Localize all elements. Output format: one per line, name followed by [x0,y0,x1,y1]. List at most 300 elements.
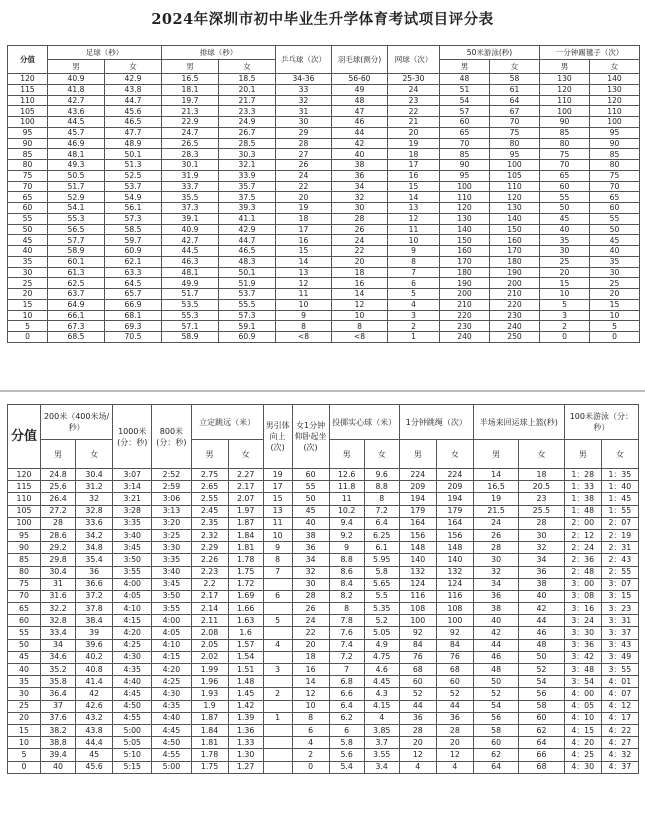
value-cell: 4:25 [113,639,152,651]
value-cell: 15 [263,493,292,505]
value-cell: 44 [519,615,564,627]
score-cell: 105 [8,106,48,117]
value-cell: 2.26 [191,554,228,566]
value-cell: 15 [590,299,640,310]
gender-subheader: 女 [228,440,263,469]
value-cell: 33.9 [219,170,276,181]
value-cell: 160 [440,246,490,257]
value-cell: 100 [440,181,490,192]
value-cell: 5:00 [152,761,191,773]
value-cell: 1.78 [228,554,263,566]
value-cell: 200 [440,289,490,300]
value-cell: 84 [399,639,436,651]
value-cell: 50 [519,651,564,663]
value-cell: 22.9 [162,117,219,128]
value-cell: 25.5 [519,505,564,517]
value-cell: 148 [399,542,436,554]
score-cell: 100 [8,517,41,529]
value-cell: 1.39 [228,712,263,724]
value-cell: 45 [292,505,329,517]
score-column-header: 分值 [8,405,41,469]
value-cell: 4 [292,737,329,749]
value-cell: 40.2 [76,651,113,663]
value-cell: 100 [490,160,540,171]
value-cell: 9.6 [364,469,399,481]
value-cell: 32 [76,493,113,505]
value-cell: 64 [490,95,540,106]
value-cell: 10 [388,235,440,246]
value-cell: 33 [276,84,332,95]
value-cell: 1.84 [228,529,263,541]
value-cell: 0 [292,761,329,773]
table-row [8,469,639,481]
value-cell: 150 [490,224,540,235]
table-row [8,192,640,203]
value-cell: 44 [436,700,473,712]
score-cell: 10 [8,310,48,321]
value-cell: 35.7 [219,181,276,192]
value-cell: 4:10 [152,639,191,651]
value-cell: 4:20 [152,664,191,676]
value-cell: 39.6 [76,639,113,651]
value-cell: 1.57 [228,639,263,651]
value-cell: 180 [490,256,540,267]
value-cell: 4：05 [564,700,601,712]
value-cell: 22 [388,106,440,117]
value-cell: 180 [440,267,490,278]
value-cell: 2.65 [191,481,228,493]
value-cell: 12 [276,278,332,289]
value-cell: 3：36 [564,639,601,651]
value-cell: 68 [436,664,473,676]
value-cell: 28.6 [40,529,75,541]
value-cell [263,749,292,761]
value-cell: 8.4 [329,578,364,590]
value-cell: 62 [473,749,518,761]
value-cell: 65.7 [105,289,162,300]
score-cell: 25 [8,278,48,289]
value-cell: 42.9 [105,74,162,85]
value-cell: 35 [590,256,640,267]
score-cell: 35 [8,676,41,688]
value-cell: 18.1 [162,84,219,95]
value-cell: 58.9 [162,332,219,343]
score-cell: 95 [8,529,41,541]
value-cell: 57.3 [105,213,162,224]
value-cell: 105 [490,170,540,181]
column-group-header: 乒乓球（次） [276,46,332,74]
value-cell: 35.4 [76,554,113,566]
value-cell: 35.2 [40,664,75,676]
value-cell: 24 [332,235,388,246]
value-cell: 1.84 [191,724,228,736]
value-cell: 18 [519,469,564,481]
value-cell: 34.8 [76,542,113,554]
value-cell: 19 [388,138,440,149]
value-cell: 3:50 [113,554,152,566]
value-cell: 1.87 [191,712,228,724]
value-cell: 1.54 [228,651,263,663]
gender-subheader: 男 [162,60,219,74]
value-cell: 42 [76,688,113,700]
value-cell: 18 [276,213,332,224]
value-cell: 1：40 [601,481,638,493]
value-cell: 76 [436,651,473,663]
value-cell: 2.29 [191,542,228,554]
table-row [8,74,640,85]
gender-subheader: 女 [590,60,640,74]
value-cell: 250 [490,332,540,343]
value-cell: 44.7 [219,235,276,246]
value-cell: 16.5 [162,74,219,85]
value-cell: 31.6 [40,590,75,602]
value-cell: 50 [590,224,640,235]
table-row [8,554,639,566]
value-cell: 17 [388,160,440,171]
value-cell: 10 [276,299,332,310]
table-row [8,676,639,688]
value-cell: 23.3 [219,106,276,117]
table-row [8,664,639,676]
gender-subheader: 女 [219,60,276,74]
value-cell: 110 [590,106,640,117]
table-row [8,160,640,171]
value-cell: 3:35 [113,517,152,529]
value-cell: 47 [332,106,388,117]
value-cell: 59.1 [219,321,276,332]
value-cell: 43.6 [48,106,105,117]
value-cell: 42.7 [48,95,105,106]
value-cell: 3：43 [601,639,638,651]
score-cell: 80 [8,566,41,578]
value-cell: 4：12 [601,700,638,712]
value-cell: 3：08 [564,590,601,602]
value-cell: 2：19 [601,529,638,541]
value-cell: 60 [399,676,436,688]
value-cell: 92 [436,627,473,639]
value-cell: 37.3 [162,203,219,214]
table-row [8,566,639,578]
value-cell: 20 [590,289,640,300]
value-cell: 2 [292,749,329,761]
table-row [8,639,639,651]
score-cell: 100 [8,117,48,128]
value-cell: 45 [76,749,113,761]
value-cell: 3：49 [601,651,638,663]
value-cell: 19 [473,493,518,505]
value-cell: 43.8 [76,724,113,736]
table-row [8,493,639,505]
score-cell: 30 [8,688,41,700]
value-cell: 25.6 [40,481,75,493]
value-cell: 30.1 [162,160,219,171]
value-cell: 16 [276,235,332,246]
value-cell: 55 [292,481,329,493]
value-cell: 26 [332,224,388,235]
value-cell: 54 [440,95,490,106]
value-cell: 39.4 [40,749,75,761]
value-cell: 45 [590,235,640,246]
score-cell: 0 [8,761,41,773]
value-cell: 2：12 [564,529,601,541]
value-cell: 37.6 [40,712,75,724]
value-cell: 10 [332,310,388,321]
value-cell: 156 [399,529,436,541]
value-cell: 22 [332,246,388,257]
score-cell: 95 [8,127,48,138]
value-cell: 48 [440,74,490,85]
value-cell: 1.36 [228,724,263,736]
value-cell: 100 [540,106,590,117]
gender-subheader: 女 [519,440,564,469]
value-cell: 1.6 [228,627,263,639]
value-cell: 44 [473,639,518,651]
value-cell: 60 [590,203,640,214]
value-cell: 28 [332,213,388,224]
value-cell: 90 [540,117,590,128]
value-cell: 28 [519,517,564,529]
value-cell: 4 [388,299,440,310]
value-cell: 67.3 [48,321,105,332]
value-cell: 8 [276,321,332,332]
value-cell: 4.45 [364,676,399,688]
value-cell: 60 [440,117,490,128]
value-cell: 44.4 [76,737,113,749]
value-cell: 45.6 [105,106,162,117]
gender-subheader: 男 [473,440,518,469]
score-cell: 70 [8,181,48,192]
value-cell: 31.9 [162,170,219,181]
value-cell: 1.72 [228,578,263,590]
score-cell: 35 [8,256,48,267]
value-cell: 20.1 [219,84,276,95]
value-cell: 13 [276,267,332,278]
value-cell: 44 [332,127,388,138]
column-group-header: 1分钟跳绳（次） [399,405,473,440]
value-cell: 8 [329,603,364,615]
value-cell: 1.27 [228,761,263,773]
value-cell: 1.81 [228,542,263,554]
table-row [8,84,640,95]
value-cell: 3:40 [152,566,191,578]
value-cell: 40 [519,590,564,602]
value-cell: 38 [519,578,564,590]
value-cell: 12 [292,688,329,700]
value-cell: 2.55 [191,493,228,505]
value-cell: 3 [540,310,590,321]
table-row [8,724,639,736]
score-cell: 55 [8,213,48,224]
value-cell: 2：48 [564,566,601,578]
score-cell: 80 [8,160,48,171]
value-cell: 4：01 [601,676,638,688]
value-cell: 33.4 [40,627,75,639]
value-cell: 28.5 [219,138,276,149]
value-cell: 6 [329,724,364,736]
column-group-header: 网球（次） [388,46,440,74]
score-cell: 90 [8,138,48,149]
value-cell: 8 [292,712,329,724]
value-cell: 3:13 [152,505,191,517]
value-cell: 120 [490,192,540,203]
value-cell: 2：43 [601,554,638,566]
value-cell: 5.2 [364,615,399,627]
value-cell: 4：17 [601,712,638,724]
value-cell: 64 [519,737,564,749]
value-cell: 55.3 [162,310,219,321]
gender-subheader: 女 [490,60,540,74]
value-cell: 48.9 [105,138,162,149]
value-cell: 5:15 [113,761,152,773]
value-cell: 7.2 [364,505,399,517]
value-cell: 1.81 [191,737,228,749]
value-cell: 18 [332,267,388,278]
value-cell: 11 [388,224,440,235]
table-row [8,299,640,310]
value-cell: 3：24 [564,615,601,627]
value-cell: 1.75 [228,566,263,578]
value-cell: 38 [292,529,329,541]
value-cell: 164 [399,517,436,529]
score-cell: 40 [8,246,48,257]
value-cell: 4 [263,639,292,651]
value-cell: 5.35 [364,603,399,615]
score-cell: 65 [8,192,48,203]
value-cell: 124 [436,578,473,590]
value-cell: 30 [332,203,388,214]
value-cell: 92 [399,627,436,639]
gender-subheader: 女 [364,440,399,469]
score-cell: 20 [8,289,48,300]
value-cell: 18.5 [219,74,276,85]
value-cell: 48 [519,639,564,651]
value-cell: 24 [276,170,332,181]
value-cell: 7.4 [329,639,364,651]
value-cell: 5 [540,299,590,310]
value-cell: 41.1 [219,213,276,224]
value-cell: 35 [540,235,590,246]
value-cell: 3:21 [113,493,152,505]
score-cell: 120 [8,469,41,481]
value-cell: 4：15 [564,724,601,736]
value-cell: 1：33 [564,481,601,493]
value-cell: 4 [364,712,399,724]
value-cell: 1.33 [228,737,263,749]
column-group-header: 800米(分：秒) [152,405,191,469]
value-cell: 34 [519,554,564,566]
value-cell: 209 [399,481,436,493]
value-cell: 1：45 [601,493,638,505]
score-cell: 105 [8,505,41,517]
value-cell: 14 [276,256,332,267]
score-cell: 85 [8,554,41,566]
value-cell: 10 [590,310,640,321]
value-cell: 3:35 [152,554,191,566]
value-cell: 21 [388,117,440,128]
value-cell [263,627,292,639]
score-cell: 45 [8,651,41,663]
value-cell: 6.6 [329,688,364,700]
value-cell: 2.05 [191,639,228,651]
value-cell: 36 [436,712,473,724]
value-cell: 32 [332,192,388,203]
score-cell: 5 [8,321,48,332]
value-cell: 37 [40,700,75,712]
table-row [8,149,640,160]
value-cell: 8 [364,493,399,505]
value-cell: 2.14 [191,603,228,615]
value-cell: 13 [388,203,440,214]
value-cell: 140 [490,213,540,224]
value-cell: 37.5 [219,192,276,203]
value-cell: 20 [292,639,329,651]
value-cell: 26.5 [162,138,219,149]
value-cell: 8.2 [329,590,364,602]
value-cell: 5 [263,615,292,627]
value-cell: 60 [473,737,518,749]
value-cell: 148 [436,542,473,554]
value-cell: 2：24 [564,542,601,554]
value-cell: 67 [490,106,540,117]
value-cell: 14 [388,192,440,203]
value-cell: 3:45 [113,542,152,554]
value-cell [263,737,292,749]
score-cell: 70 [8,590,41,602]
value-cell: 4:30 [152,688,191,700]
value-cell: 41.4 [76,676,113,688]
table-row [8,590,639,602]
gender-subheader: 男 [540,60,590,74]
value-cell: 1.78 [191,749,228,761]
value-cell: 45.6 [76,761,113,773]
table-row [8,688,639,700]
table-row [8,106,640,117]
value-cell: 1.51 [228,664,263,676]
value-cell [263,651,292,663]
value-cell [263,603,292,615]
value-cell: 69.3 [105,321,162,332]
value-cell: 48.1 [48,149,105,160]
value-cell: 54 [473,700,518,712]
value-cell: 68.1 [105,310,162,321]
value-cell: 194 [436,493,473,505]
value-cell: 28 [292,590,329,602]
value-cell: 31.2 [76,481,113,493]
table-row [8,321,640,332]
value-cell: 1 [388,332,440,343]
value-cell: 4：10 [564,712,601,724]
value-cell: 36 [76,566,113,578]
value-cell: 34-36 [276,74,332,85]
gender-subheader: 男 [329,440,364,469]
value-cell: 40 [473,615,518,627]
value-cell: 13 [263,505,292,517]
table-row [8,332,640,343]
value-cell: 85 [590,149,640,160]
value-cell: 85 [440,149,490,160]
value-cell: 3：00 [564,578,601,590]
value-cell: 1.75 [191,761,228,773]
value-cell: 6.4 [329,700,364,712]
value-cell: <8 [276,332,332,343]
value-cell: 3:25 [152,529,191,541]
value-cell: 2.27 [228,469,263,481]
table-row [8,529,639,541]
value-cell: 3：15 [601,590,638,602]
value-cell: 2.02 [191,651,228,663]
value-cell: 2.17 [191,590,228,602]
value-cell: 3.4 [364,761,399,773]
